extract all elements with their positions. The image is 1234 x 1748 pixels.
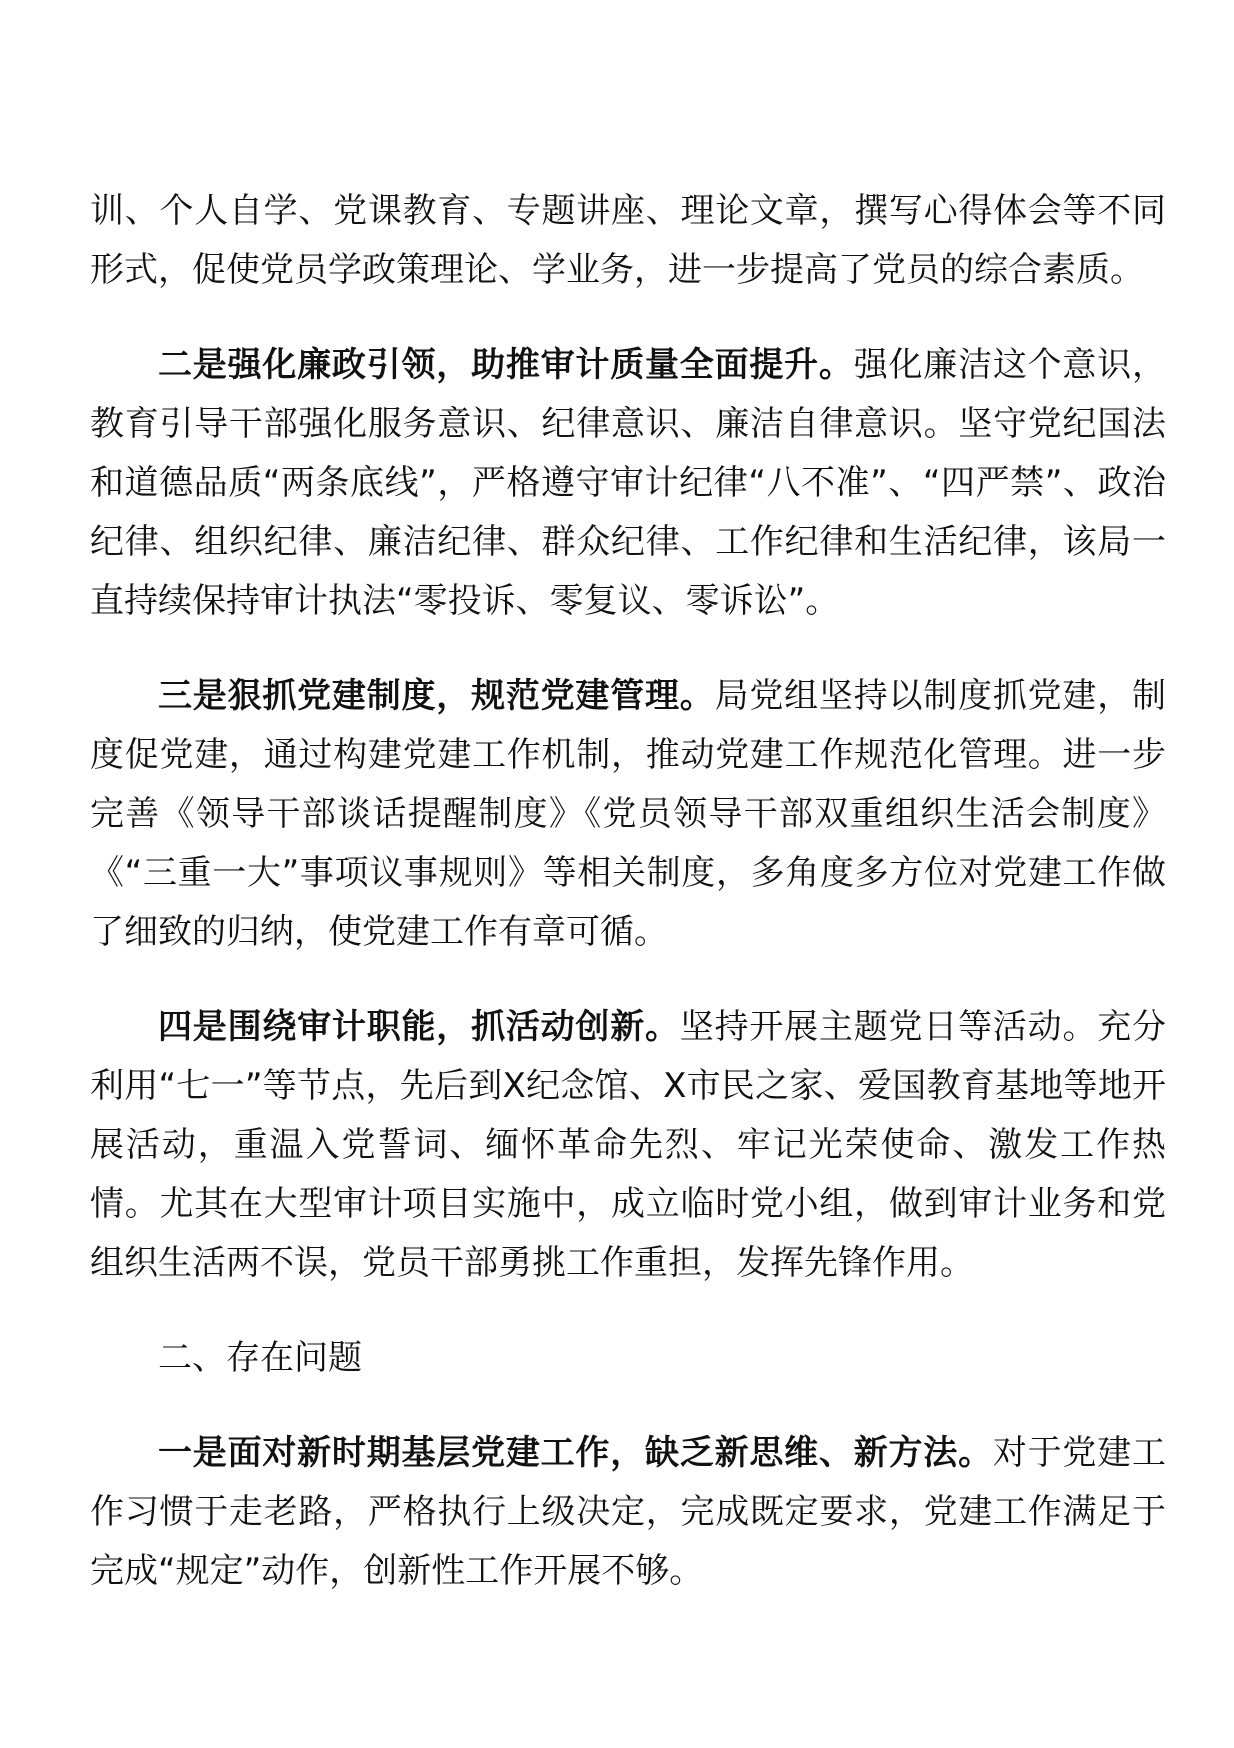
paragraph-text: 强化廉洁这个意识，教育引导干部强化服务意识、纪律意识、廉洁自律意识。坚守党纪国法和道德品质“两条底线”，严格遵守审计纪律“八不准”、“四严禁”、政治纪律、组织纪律、廉洁纪律、群众纪律、工作纪律和生活纪律，该局一直持续保持审计执法“零投诉、零复议、零诉讼”。 (90, 345, 1167, 621)
paragraph-integrity-guidance (90, 336, 1166, 631)
document-page (90, 182, 1166, 1601)
paragraph-text: 训、个人自学、党课教育、专题讲座、理论文章，撰写心得体会等不同形式，促使党员学政策理论、学业务，进一步提高了党员的综合素质。 (90, 191, 1166, 290)
paragraph-continuation (90, 182, 1166, 300)
paragraph-lead: 二是强化廉政引领，助推审计质量全面提升。 (158, 345, 854, 385)
paragraph-text: 对于党建工作习惯于走老路，严格执行上级决定，完成既定要求，党建工作满足于完成“规定”动作，创新性工作开展不够。 (90, 1433, 1167, 1591)
section-heading-text: 二、存在问题 (158, 1338, 362, 1378)
section-heading-problems (90, 1329, 1166, 1388)
paragraph-lead: 三是狠抓党建制度，规范党建管理。 (158, 676, 715, 716)
paragraph-lead: 四是围绕审计职能，抓活动创新。 (158, 1007, 680, 1047)
paragraph-party-system (90, 667, 1166, 962)
paragraph-activity-innovation (90, 998, 1166, 1293)
paragraph-text: 局党组坚持以制度抓党建，制度促党建，通过构建党建工作机制，推动党建工作规范化管理。进一步完善《领导干部谈话提醒制度》《党员领导干部双重组织生活会制度》《“三重一大”事项议事规则》等相关制度，多角度多方位对党建工作做了细致的归纳，使党建工作有章可循。 (90, 676, 1167, 952)
paragraph-new-thinking (90, 1424, 1166, 1601)
paragraph-text: 坚持开展主题党日等活动。充分利用“七一”等节点，先后到X纪念馆、X市民之家、爱国教育基地等地开展活动，重温入党誓词、缅怀革命先烈、牢记光荣使命、激发工作热情。尤其在大型审计项目实施中，成立临时党小组，做到审计业务和党组织生活两不误，党员干部勇挑工作重担，发挥先锋作用。 (90, 1007, 1167, 1283)
paragraph-lead: 一是面对新时期基层党建工作，缺乏新思维、新方法。 (158, 1433, 993, 1473)
